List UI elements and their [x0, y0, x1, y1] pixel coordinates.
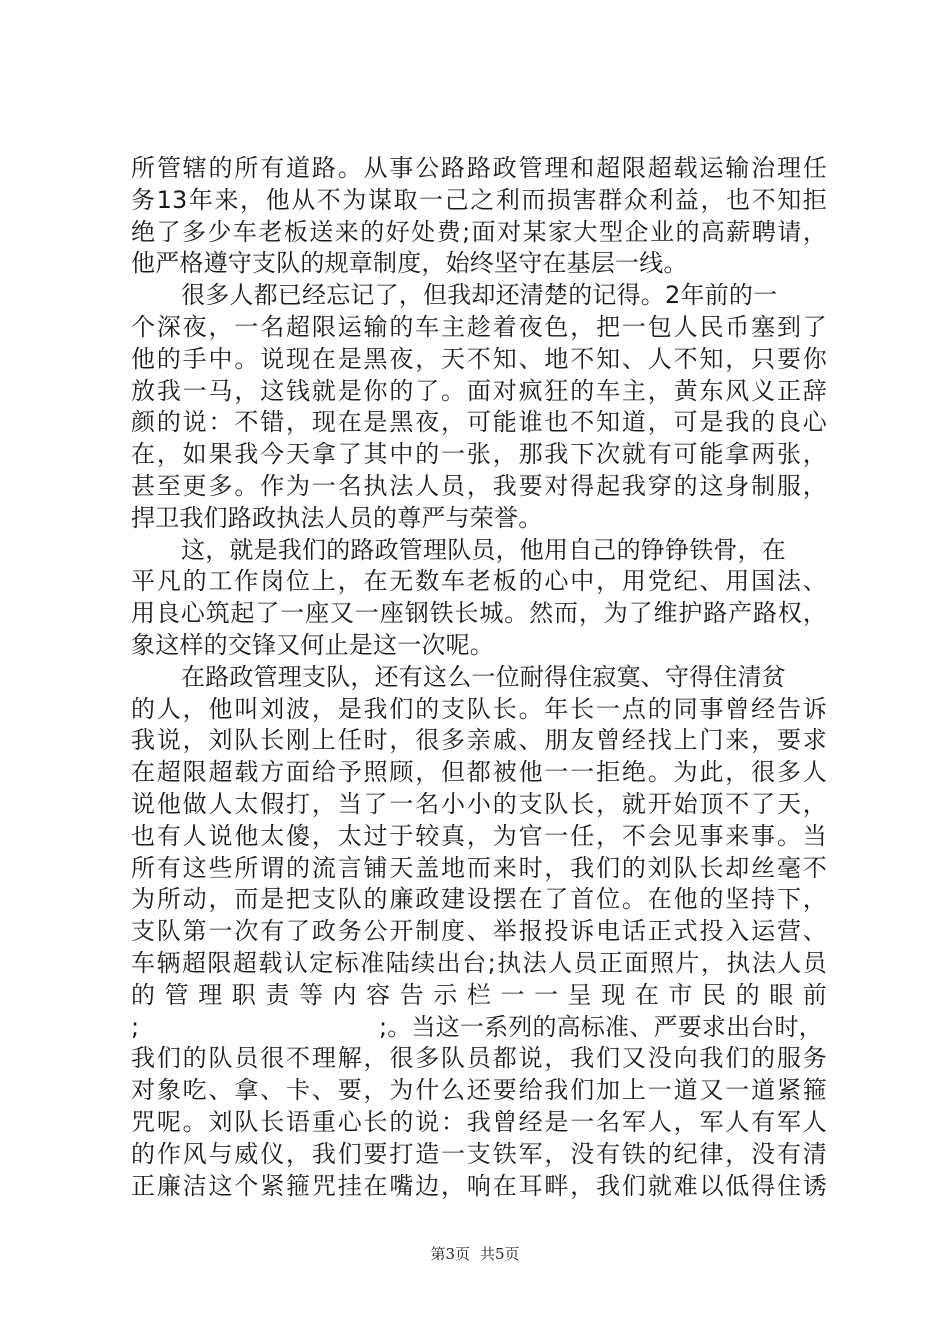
text-line: 所管辖的所有道路。从事公路路政管理和超限超载运输治理任: [131, 154, 827, 182]
text-line: 正廉洁这个紧箍咒挂在嘴边，响在耳畔，我们就难以低得住诱: [131, 1171, 827, 1200]
text-line: 在超限超载方面给予照顾，但都被他一一拒绝。为此，很多人: [131, 758, 827, 787]
page-footer: [0, 1243, 950, 1264]
text-line: 放我一马，这钱就是你的了。面对疯狂的车主，黄东风义正辞: [131, 376, 827, 405]
text-line: 这，就是我们的路政管理队员，他用自己的铮铮铁骨，在: [181, 535, 786, 564]
text-line: 颜的说：不错，现在是黑夜，可能谁也不知道，可是我的良心: [131, 408, 827, 437]
text-line: 象这样的交锋又何止是这一次呢。: [131, 630, 494, 659]
paragraph-1: [131, 153, 827, 280]
text-line: 捍卫我们路政执法人员的尊严与荣誉。: [131, 503, 543, 532]
text-line: 所有这些所谓的流言铺天盖地而来时，我们的刘队长却丝毫不: [131, 853, 827, 882]
text-line: 车辆超限超载认定标准陆续出台;执法人员正面照片，执法人员: [131, 948, 827, 977]
text-line: 也有人说他太傻，太过于较真，为官一任，不会见事来事。当: [131, 821, 827, 850]
text-line: 的作风与威仪，我们要打造一支铁军，没有铁的纪律，没有清: [131, 1139, 827, 1168]
text-line: [131, 1012, 827, 1044]
text-line: 咒呢。刘队长语重心长的说：我曾经是一名军人，军人有军人: [131, 1107, 827, 1136]
paragraph-3: [131, 535, 827, 662]
text-line: 说他做人太假打，当了一名小小的支队长，就开始顶不了天，: [131, 789, 827, 818]
semicolon-fragment: ;: [131, 1012, 140, 1041]
document-body: [131, 153, 827, 1202]
text-line: 他严格遵守支队的规章制度，始终坚守在基层一线。: [131, 249, 688, 278]
text-line: 的管理职责等内容告示栏一一呈现在市民的眼前: [131, 980, 827, 1009]
page-total: 共5页: [480, 1245, 520, 1263]
text-line: 他的手中。说现在是黑夜，天不知、地不知、人不知，只要你: [131, 344, 827, 373]
paragraph-4: [131, 662, 827, 1203]
text-line: 的人，他叫刘波，是我们的支队长。年长一点的同事曾经告诉: [131, 694, 827, 723]
text-line: 绝了多少车老板送来的好处费;面对某家大型企业的高薪聘请，: [131, 217, 827, 246]
text-line: 为所动，而是把支队的廉政建设摆在了首位。在他的坚持下，: [131, 885, 827, 914]
text-line: 甚至更多。作为一名执法人员，我要对得起我穿的这身制服，: [131, 471, 827, 500]
text-line: 很多人都已经忘记了，但我却还清楚的记得。2年前的一: [181, 281, 778, 310]
text-line: 我们的队员很不理解，很多队员都说，我们又没向我们的服务: [131, 1044, 827, 1073]
text-line: 用良心筑起了一座又一座钢铁长城。然而，为了维护路产路权，: [131, 599, 827, 628]
paragraph-2: [131, 280, 827, 534]
text-fragment: ;。当这一系列的高标准、严要求出台时，: [379, 1012, 823, 1041]
text-line: 我说，刘队长刚上任时，很多亲戚、朋友曾经找上门来，要求: [131, 726, 827, 755]
text-line: 在路政管理支队，还有这么一位耐得住寂寞、守得住清贫: [181, 662, 786, 691]
text-line: 对象吃、拿、卡、要，为什么还要给我们加上一道又一道紧箍: [131, 1076, 827, 1105]
text-line: 支队第一次有了政务公开制度、举报投诉电话正式投入运营、: [131, 917, 827, 946]
text-line: 个深夜，一名超限运输的车主趁着夜色，把一包人民币塞到了: [131, 312, 827, 341]
page-number: 第3页: [430, 1245, 470, 1263]
text-line: 在，如果我今天拿了其中的一张，那我下次就有可能拿两张，: [131, 440, 827, 469]
text-line: 务13年来，他从不为谋取一己之利而损害群众利益，也不知拒: [131, 185, 827, 214]
text-line: 平凡的工作岗位上，在无数车老板的心中，用党纪、用国法、: [131, 567, 827, 596]
